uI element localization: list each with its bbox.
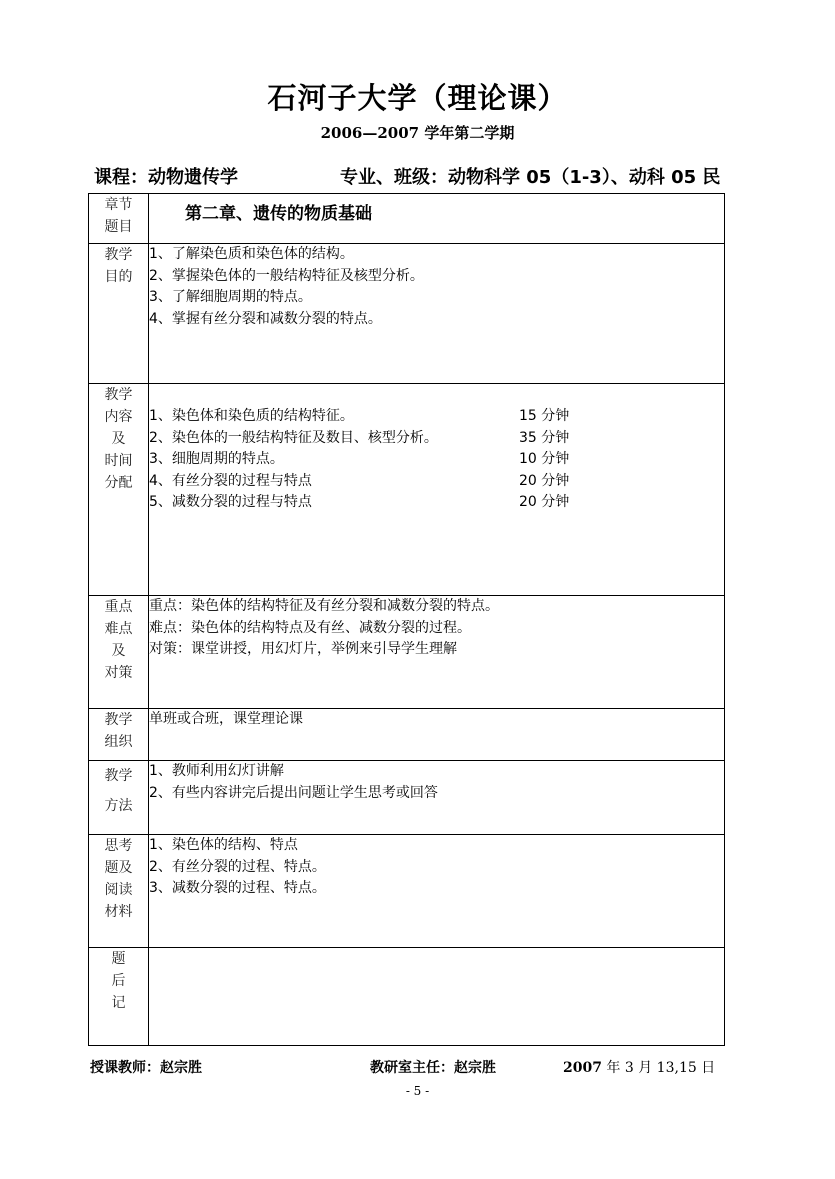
objective-item: 1、了解染色质和染色体的结构。 bbox=[149, 246, 354, 262]
content-item bbox=[149, 428, 724, 450]
method-item: 2、有些内容讲完后提出问题让学生思考或回答 bbox=[149, 784, 438, 801]
major-label: 专业、班级： bbox=[340, 167, 448, 188]
question-item: 3、减数分裂的过程、特点。 bbox=[149, 880, 326, 896]
label-line: 教学 bbox=[104, 247, 133, 263]
row-objectives bbox=[89, 244, 725, 384]
label-line: 方法 bbox=[104, 798, 133, 814]
label-chapter bbox=[89, 194, 149, 244]
label-questions bbox=[89, 835, 149, 948]
label-line: 教学 bbox=[104, 712, 133, 728]
label-line: 题目 bbox=[104, 219, 133, 235]
content-text: 4、有丝分裂的过程与特点 bbox=[149, 472, 312, 489]
course-label: 课程： bbox=[94, 167, 148, 188]
semester-subtitle: 2006—2007 学年第二学期 bbox=[320, 124, 515, 142]
major-info bbox=[340, 163, 720, 189]
label-line: 思考 bbox=[104, 838, 133, 854]
content-time: 35 分钟 bbox=[519, 429, 570, 446]
teacher-signature: 授课教师：赵宗胜 bbox=[90, 1060, 202, 1076]
label-key-points bbox=[89, 596, 149, 709]
content-time: 10 分钟 bbox=[519, 451, 570, 467]
date-year: 2007 bbox=[563, 1060, 602, 1076]
content-item bbox=[149, 406, 724, 428]
label-line: 分配 bbox=[104, 475, 133, 491]
label-line: 章节 bbox=[104, 197, 133, 213]
content-item bbox=[149, 471, 724, 493]
key-point-item: 对策：课堂讲授，用幻灯片，举例来引导学生理解 bbox=[149, 641, 457, 657]
content-cell bbox=[149, 384, 725, 596]
questions-cell bbox=[149, 835, 725, 948]
organization-cell bbox=[149, 709, 725, 761]
label-method bbox=[89, 761, 149, 835]
label-line: 题 bbox=[111, 951, 126, 967]
label-line: 后 bbox=[111, 973, 126, 989]
row-content bbox=[89, 384, 725, 596]
label-line: 难点 bbox=[104, 621, 133, 637]
key-points-cell bbox=[149, 596, 725, 709]
course-info bbox=[94, 163, 238, 189]
row-questions bbox=[89, 835, 725, 948]
key-point-item: 难点：染色体的结构特点及有丝、减数分裂的过程。 bbox=[149, 619, 471, 636]
content-time: 20 分钟 bbox=[519, 472, 570, 489]
course-name: 动物遗传学 bbox=[148, 167, 238, 188]
page-number: - 5 - bbox=[405, 1084, 430, 1098]
label-objectives bbox=[89, 244, 149, 384]
label-line: 教学 bbox=[104, 768, 133, 784]
row-key-points bbox=[89, 596, 725, 709]
label-line: 题及 bbox=[104, 860, 133, 876]
document-date bbox=[563, 1057, 715, 1077]
objective-item: 2、掌握染色体的一般结构特征及核型分析。 bbox=[149, 267, 424, 284]
label-line: 记 bbox=[111, 995, 126, 1011]
label-line: 目的 bbox=[104, 269, 133, 285]
content-text: 2、染色体的一般结构特征及数目、核型分析。 bbox=[149, 429, 438, 446]
chapter-cell bbox=[149, 194, 725, 244]
label-line: 材料 bbox=[104, 904, 133, 920]
date-rest: 年 3 月 13,15 日 bbox=[606, 1060, 716, 1076]
objectives-cell bbox=[149, 244, 725, 384]
label-line: 阅读 bbox=[104, 882, 133, 898]
major-value: 动物科学 05（1-3）、动科 05 民 bbox=[448, 167, 721, 188]
question-item: 2、有丝分裂的过程、特点。 bbox=[149, 858, 326, 875]
method-cell bbox=[149, 761, 725, 835]
content-item bbox=[149, 449, 724, 471]
lesson-plan-table bbox=[88, 193, 725, 1046]
label-line: 组织 bbox=[104, 734, 133, 750]
label-line: 对策 bbox=[104, 665, 133, 681]
content-time: 20 分钟 bbox=[519, 494, 570, 510]
row-organization bbox=[89, 709, 725, 761]
label-line: 及 bbox=[111, 431, 126, 447]
content-text: 5、减数分裂的过程与特点 bbox=[149, 494, 312, 510]
objective-item: 3、了解细胞周期的特点。 bbox=[149, 289, 312, 305]
content-item bbox=[149, 492, 724, 514]
objective-item: 4、掌握有丝分裂和减数分裂的特点。 bbox=[149, 310, 382, 327]
document-title: 石河子大学（理论课） bbox=[267, 81, 568, 115]
director-signature: 教研室主任：赵宗胜 bbox=[370, 1060, 496, 1076]
row-chapter bbox=[89, 194, 725, 244]
label-line: 教学 bbox=[104, 387, 133, 403]
content-text: 1、染色体和染色质的结构特征。 bbox=[149, 408, 354, 424]
label-organization bbox=[89, 709, 149, 761]
key-point-item: 重点：染色体的结构特征及有丝分裂和减数分裂的特点。 bbox=[149, 598, 499, 614]
chapter-title: 第二章、遗传的物质基础 bbox=[185, 204, 372, 224]
postscript-cell bbox=[149, 948, 725, 1046]
label-postscript bbox=[89, 948, 149, 1046]
row-postscript bbox=[89, 948, 725, 1046]
method-item: 1、教师利用幻灯讲解 bbox=[149, 763, 284, 779]
content-text: 3、细胞周期的特点。 bbox=[149, 451, 284, 467]
question-item: 1、染色体的结构、特点 bbox=[149, 837, 298, 853]
label-line: 及 bbox=[111, 643, 126, 659]
row-method bbox=[89, 761, 725, 835]
organization-value: 单班或合班，课堂理论课 bbox=[149, 711, 303, 727]
label-line: 内容 bbox=[104, 409, 133, 425]
content-time: 15 分钟 bbox=[519, 408, 570, 424]
label-line: 重点 bbox=[104, 599, 133, 615]
label-line: 时间 bbox=[104, 453, 133, 469]
label-content bbox=[89, 384, 149, 596]
